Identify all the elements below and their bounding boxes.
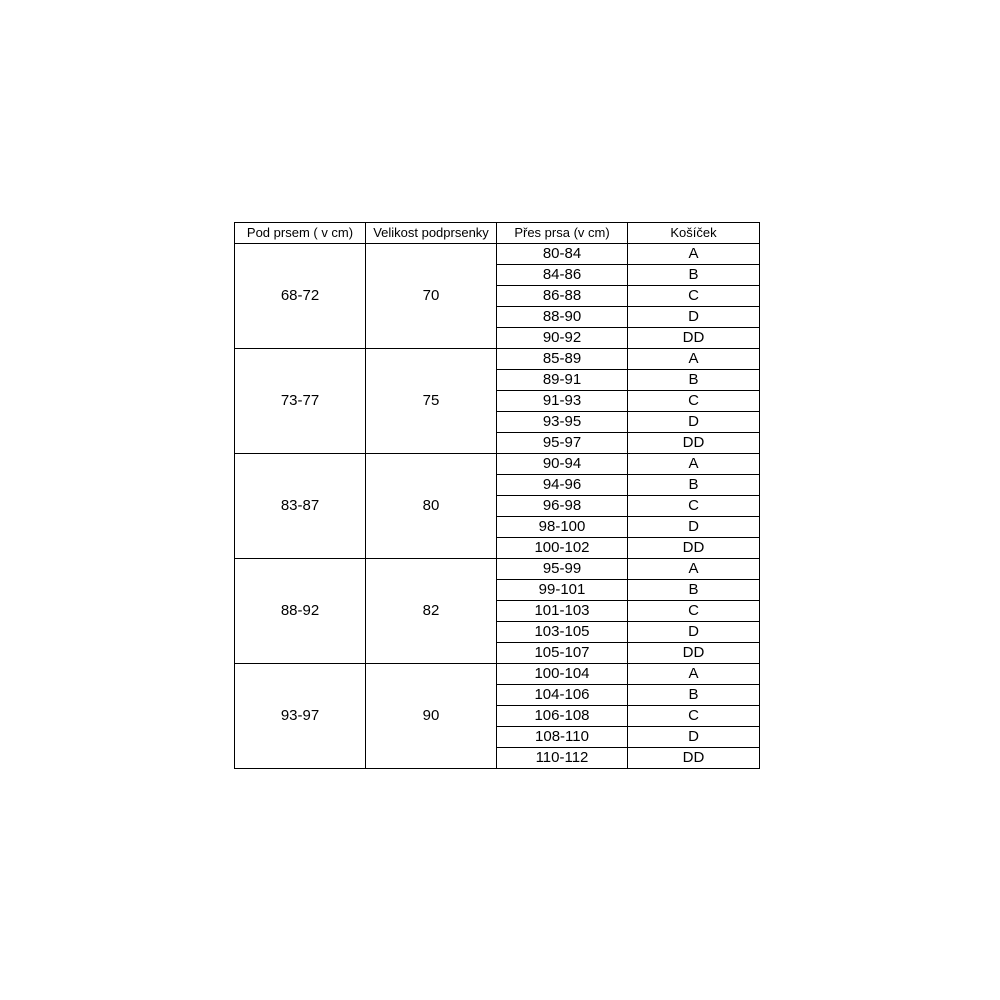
over-bust-cell: 88-90 bbox=[497, 307, 628, 328]
over-bust-cell: 95-97 bbox=[497, 433, 628, 454]
cup-cell: A bbox=[628, 559, 760, 580]
under-bust-cell: 93-97 bbox=[235, 664, 366, 769]
over-bust-cell: 84-86 bbox=[497, 265, 628, 286]
over-bust-cell: 101-103 bbox=[497, 601, 628, 622]
cup-cell: D bbox=[628, 412, 760, 433]
over-bust-cell: 103-105 bbox=[497, 622, 628, 643]
cup-cell: DD bbox=[628, 643, 760, 664]
bra-size-cell: 90 bbox=[366, 664, 497, 769]
cup-cell: D bbox=[628, 517, 760, 538]
header-bra-size: Velikost podprsenky bbox=[366, 223, 497, 244]
table-row bbox=[235, 454, 760, 475]
bra-size-cell: 70 bbox=[366, 244, 497, 349]
cup-cell: A bbox=[628, 664, 760, 685]
over-bust-cell: 96-98 bbox=[497, 496, 628, 517]
cup-cell: C bbox=[628, 706, 760, 727]
over-bust-cell: 80-84 bbox=[497, 244, 628, 265]
over-bust-cell: 100-102 bbox=[497, 538, 628, 559]
cup-cell: B bbox=[628, 475, 760, 496]
cup-cell: B bbox=[628, 370, 760, 391]
cup-cell: B bbox=[628, 685, 760, 706]
cup-cell: D bbox=[628, 307, 760, 328]
cup-cell: D bbox=[628, 622, 760, 643]
header-under-bust: Pod prsem ( v cm) bbox=[235, 223, 366, 244]
bra-size-cell: 75 bbox=[366, 349, 497, 454]
cup-cell: DD bbox=[628, 433, 760, 454]
over-bust-cell: 110-112 bbox=[497, 748, 628, 769]
table-row bbox=[235, 664, 760, 685]
header-row bbox=[235, 223, 760, 244]
table-row bbox=[235, 244, 760, 265]
cup-cell: A bbox=[628, 244, 760, 265]
cup-cell: C bbox=[628, 391, 760, 412]
over-bust-cell: 86-88 bbox=[497, 286, 628, 307]
over-bust-cell: 106-108 bbox=[497, 706, 628, 727]
over-bust-cell: 85-89 bbox=[497, 349, 628, 370]
cup-cell: C bbox=[628, 601, 760, 622]
under-bust-cell: 68-72 bbox=[235, 244, 366, 349]
header-cup: Košíček bbox=[628, 223, 760, 244]
cup-cell: A bbox=[628, 454, 760, 475]
over-bust-cell: 94-96 bbox=[497, 475, 628, 496]
over-bust-cell: 99-101 bbox=[497, 580, 628, 601]
over-bust-cell: 105-107 bbox=[497, 643, 628, 664]
under-bust-cell: 88-92 bbox=[235, 559, 366, 664]
over-bust-cell: 90-92 bbox=[497, 328, 628, 349]
cup-cell: C bbox=[628, 286, 760, 307]
table-row bbox=[235, 349, 760, 370]
over-bust-cell: 91-93 bbox=[497, 391, 628, 412]
cup-cell: C bbox=[628, 496, 760, 517]
cup-cell: DD bbox=[628, 328, 760, 349]
under-bust-cell: 73-77 bbox=[235, 349, 366, 454]
cup-cell: D bbox=[628, 727, 760, 748]
cup-cell: DD bbox=[628, 748, 760, 769]
bra-size-table bbox=[234, 222, 760, 769]
over-bust-cell: 89-91 bbox=[497, 370, 628, 391]
bra-size-cell: 82 bbox=[366, 559, 497, 664]
over-bust-cell: 108-110 bbox=[497, 727, 628, 748]
over-bust-cell: 98-100 bbox=[497, 517, 628, 538]
table-row bbox=[235, 559, 760, 580]
over-bust-cell: 93-95 bbox=[497, 412, 628, 433]
under-bust-cell: 83-87 bbox=[235, 454, 366, 559]
cup-cell: DD bbox=[628, 538, 760, 559]
table-body bbox=[235, 244, 760, 769]
cup-cell: B bbox=[628, 580, 760, 601]
bra-size-cell: 80 bbox=[366, 454, 497, 559]
over-bust-cell: 104-106 bbox=[497, 685, 628, 706]
over-bust-cell: 95-99 bbox=[497, 559, 628, 580]
cup-cell: A bbox=[628, 349, 760, 370]
cup-cell: B bbox=[628, 265, 760, 286]
over-bust-cell: 100-104 bbox=[497, 664, 628, 685]
over-bust-cell: 90-94 bbox=[497, 454, 628, 475]
header-over-bust: Přes prsa (v cm) bbox=[497, 223, 628, 244]
